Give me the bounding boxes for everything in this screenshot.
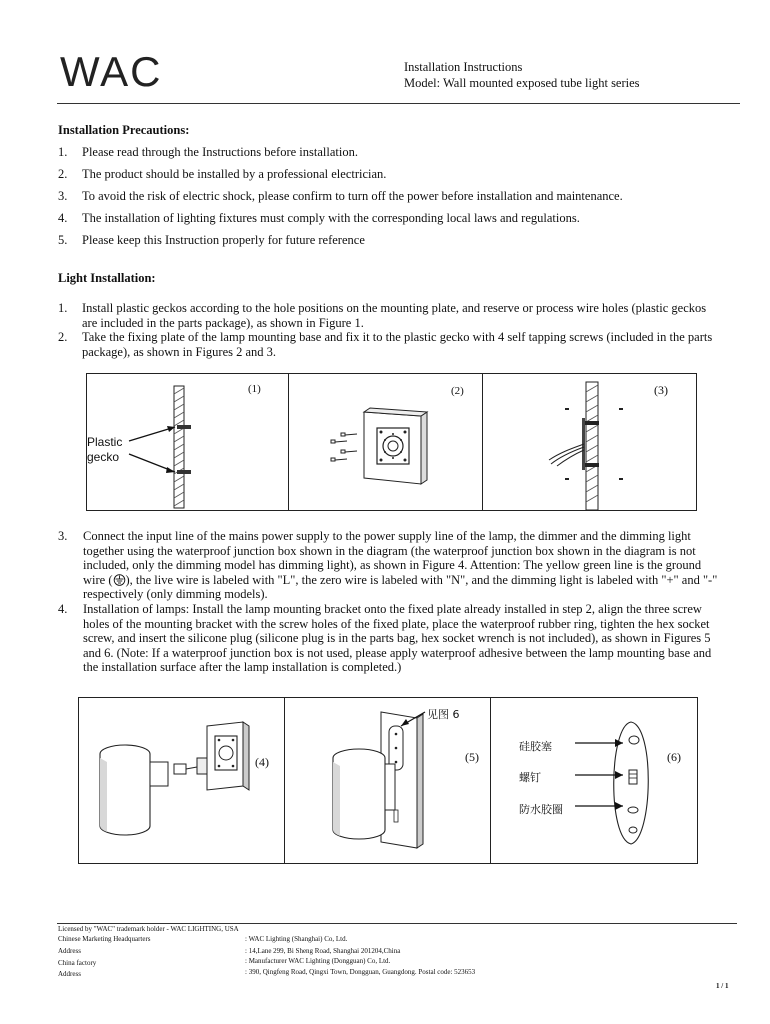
- figure-2: [289, 374, 483, 510]
- step-number: 2.: [58, 330, 68, 344]
- item-text: The installation of lighting fixtures must comply with the corresponding local laws and regulations.: [82, 211, 580, 225]
- header-divider: [57, 103, 740, 104]
- item-text: Please read through the Instructions before installation.: [82, 145, 358, 159]
- install-step-4: [58, 602, 738, 677]
- figure-3-caption: (3): [654, 383, 668, 397]
- item-text: The product should be installed by a professional electrician.: [82, 167, 387, 181]
- footer-label: China factory: [58, 959, 97, 967]
- figure-5: [285, 698, 491, 863]
- waterproof-ring-label: 防水胶圈: [519, 803, 563, 816]
- wac-logo-graphic: [60, 52, 210, 92]
- ground-symbol-icon: [113, 574, 126, 586]
- header-info: [404, 59, 640, 91]
- footer-label: Address: [58, 947, 81, 955]
- figure-4-caption: (4): [255, 755, 269, 769]
- step-number: 1.: [58, 301, 68, 315]
- figure-1-caption: (1): [248, 383, 261, 395]
- step3-text-b: ), the live wire is labeled with "L", the zero wire is labeled with "N", and the dimming light is labeled with "+" and "-" respectively (only dimming models).: [83, 572, 718, 601]
- footer-value: : 390, Qingfeng Road, Qingxi Town, Dongguan, Guangdong. Postal code: 523653: [245, 968, 476, 976]
- step-number: 4.: [58, 602, 68, 616]
- doc-type: Installation Instructions: [404, 60, 523, 74]
- figure-6-caption: (6): [667, 750, 681, 764]
- figure-5-caption: (5): [465, 750, 479, 764]
- precaution-item: [58, 233, 738, 248]
- footer-value: : Manufacturer WAC Lighting (Dongguan) Co, Ltd.: [245, 957, 391, 965]
- mounting-plate-drawing: [289, 374, 483, 512]
- precaution-item: [58, 189, 738, 204]
- item-number: 5.: [58, 233, 68, 247]
- precaution-item: [58, 167, 738, 182]
- item-number: 4.: [58, 211, 68, 225]
- install-step: [58, 330, 738, 360]
- precaution-item: [58, 211, 738, 226]
- step-text: Take the fixing plate of the lamp mounting base and fix it to the plastic gecko with 4 self tapping screws (included in the parts package), as shown in Figures 2 and 3.: [82, 330, 713, 359]
- gecko-label-line2: gecko: [87, 450, 120, 464]
- footer-value: : WAC Lighting (Shanghai) Co, Ltd.: [245, 935, 348, 943]
- lamp-junction-drawing: [79, 698, 285, 865]
- wac-logo: [60, 52, 210, 97]
- item-text: Please keep this Instruction properly for future reference: [82, 233, 365, 247]
- figures-4-6: [78, 697, 698, 864]
- install-step: [58, 301, 738, 331]
- figure-3: [483, 374, 698, 510]
- mounted-plate-side-drawing: [483, 374, 698, 512]
- step3-text-a: Connect the input line of the mains power supply to the power supply line of the lamp, the dimmer and the dimming light together using the waterproof junction box shown in the diagram (the waterproof junction box shown in the diagram is not included, only the dimming model has dimming light), as shown in Figure 4. Attention: The yellow green line is the ground wire (: [83, 529, 702, 587]
- figure-4: [79, 698, 285, 863]
- see-figure-6-label: 见图 6: [427, 708, 460, 721]
- item-number: 3.: [58, 189, 68, 203]
- screw-detail-drawing: [491, 698, 699, 865]
- footer-label: Chinese Marketing Headquarters: [58, 935, 151, 943]
- figure-2-caption: (2): [451, 385, 464, 397]
- figure-1: [87, 374, 289, 510]
- install-step-3: [58, 529, 738, 601]
- step-text: Installation of lamps: Install the lamp mounting bracket onto the fixed plate already installed in step 2, align the three screw holes of the mounting bracket with the screw holes of the fixed plate, place the waterproof rubber ring, tighten the hex socket screw, and insert the silicone plug (silicone plug is in the parts bag, hex socket wrench is not included), as shown in Figures 5 and 6. (Note: If a waterproof junction box is not used, please apply waterproof adhesive between the lamp mounting base and the installation surface after the lamp installation is completed.): [83, 602, 712, 674]
- item-number: 1.: [58, 145, 68, 159]
- step-text: Install plastic geckos according to the hole positions on the mounting plate, and reserve or process wire holes (plastic geckos are included in the parts package), as shown in Figure 1.: [82, 301, 707, 330]
- figure-6: [491, 698, 699, 863]
- footer-value: : 14,Lane 299, Bi Sheng Road, Shanghai 201204,China: [245, 947, 401, 955]
- page-number: 1 / 1: [716, 982, 729, 990]
- footer-label: Address: [58, 970, 81, 978]
- gecko-label: [87, 435, 122, 465]
- figures-1-3: [86, 373, 697, 511]
- lamp-mounted-drawing: [285, 698, 491, 865]
- item-number: 2.: [58, 167, 68, 181]
- precaution-item: [58, 145, 738, 160]
- footer-licensed: Licensed by "WAC" trademark holder - WAC LIGHTING, USA: [58, 925, 239, 933]
- precautions-title: Installation Precautions:: [58, 123, 190, 137]
- screw-label: 螺钉: [519, 771, 541, 784]
- model-line: Model: Wall mounted exposed tube light series: [404, 76, 640, 90]
- step-text: [83, 529, 723, 602]
- silicone-plug-label: 硅胶塞: [519, 740, 552, 753]
- item-text: To avoid the risk of electric shock, please confirm to turn off the power before installation and maintenance.: [82, 189, 623, 203]
- step-number: 3.: [58, 529, 68, 543]
- installation-title: Light Installation:: [58, 271, 156, 285]
- gecko-label-line1: Plastic: [87, 435, 123, 449]
- brand-text: WAC: [60, 52, 163, 92]
